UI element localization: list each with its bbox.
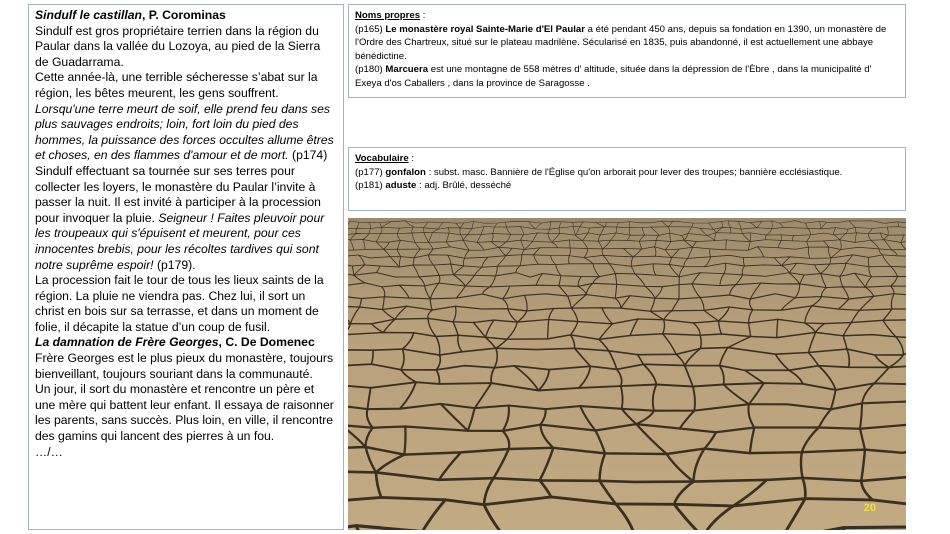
crack-line (404, 427, 405, 455)
definition: est une montagne de 558 mètres d' altitude, située dans la dépression de l'Èbre , dans la municipalité d' Exeya d'os Caballers , dans la province de Saragosse . (355, 64, 872, 89)
definition-entry (355, 166, 899, 180)
definition: : adj. Brûlé, desséché (416, 180, 512, 191)
paragraph-text: Sindulf effectuant sa tournée sur ses terres pour collecter les loyers, le monastère du Paular l’invite à passer la nuit. Il est invité à participer à la procession pour invoquer la pluie. (35, 163, 321, 225)
quote: Seigneur ! Faites pleuvoir pour les troupeaux qui s'épuisent et meurent, pour ces innocentes brebis, pour les récoltes tardives qui sont notre suprême espoir! (35, 210, 325, 272)
continuation-mark: …/… (35, 444, 63, 459)
box-title: Vocabulaire (355, 153, 409, 164)
paragraph: La procession fait le tour de tous les lieux saints de la région. La pluie ne viendra pas. Chez lui, il sort un christ en bois sur sa terrasse, et dans un moment de folie, il décapite la statue d’un coup de fusil. (35, 273, 324, 334)
definition: : subst. masc. Bannière de l'Église qu'on arborait pour lever des troupes; bannière ecclésiastique. (425, 166, 843, 178)
cracked-earth-icon (348, 218, 906, 530)
novel-summary-panel (28, 4, 344, 530)
box-heading (355, 9, 899, 23)
page-ref: (p180) (355, 64, 386, 75)
paragraph (35, 382, 337, 460)
term: aduste (385, 180, 417, 191)
story-author: , C. De Domenec (218, 335, 315, 350)
cracked-earth-photo (348, 218, 906, 530)
term: Le monastère royal Sainte-Marie d'El Paular (385, 23, 585, 35)
term: Marcuera (385, 64, 429, 75)
story-title: Sindulf le castillan (35, 8, 143, 22)
vocabulary-box (348, 147, 906, 211)
box-colon: : (408, 153, 415, 164)
paragraph-text: Un jour, il sort du monastère et rencontre un père et une mère qui battent leur enfant. Il essaya de raisonner les parents, sans succès. Plus loin, en ville, il rencontre des gamins qui lancent des pierres à un fou. (35, 382, 334, 444)
box-colon: : (420, 10, 426, 21)
paragraph: Frère Georges est le plus pieux du monastère, toujours bienveillant, toujours souriant dans la communauté. (35, 351, 334, 381)
proper-nouns-box (348, 4, 906, 98)
section-heading-sindulf (35, 8, 337, 24)
definition-entry (355, 23, 899, 64)
paragraph: Cette année-là, une terrible sécheresse s’abat sur la région, les bêtes meurent, les gens souffrent. (35, 70, 318, 100)
definition-entry (355, 63, 899, 90)
page-ref: (p179). (153, 257, 196, 272)
page-ref: (p174) (288, 148, 328, 163)
page-ref: (p181) (355, 180, 386, 191)
quote-paragraph (35, 102, 337, 164)
page-number: 20 (863, 502, 876, 514)
box-title: Noms propres (355, 10, 421, 21)
quote: Lorsqu'une terre meurt de soif, elle prend feu dans ses plus sauvages endroits; loin, fort loin du pied des hommes, la puissance des forces occultes allume êtres et choses, en des flammes d'amour et de mort. (35, 101, 334, 163)
section-heading-georges (35, 335, 337, 351)
story-author: , P. Corominas (142, 8, 226, 22)
term: gonfalon (385, 166, 426, 178)
quote-paragraph (35, 164, 337, 273)
definition: a été pendant 450 ans, depuis sa fondation en 1390, un monastère de l'Ordre des Chartreux, situé sur le plateau madrilène. Sécularisé en 1835, puis abandonné, il est actuellement une abbaye bénédictine. (355, 23, 887, 62)
story-title: La damnation de Frère Georges (35, 335, 219, 350)
box-heading (355, 152, 899, 166)
page-ref: (p165) (355, 23, 386, 35)
page-ref: (p177) (355, 166, 386, 178)
definition-entry (355, 179, 899, 193)
paragraph: Sindulf est gros propriétaire terrien dans la région du Paular dans la vallée du Lozoya, au pied de la Sierra de Guadarrama. (35, 23, 321, 69)
